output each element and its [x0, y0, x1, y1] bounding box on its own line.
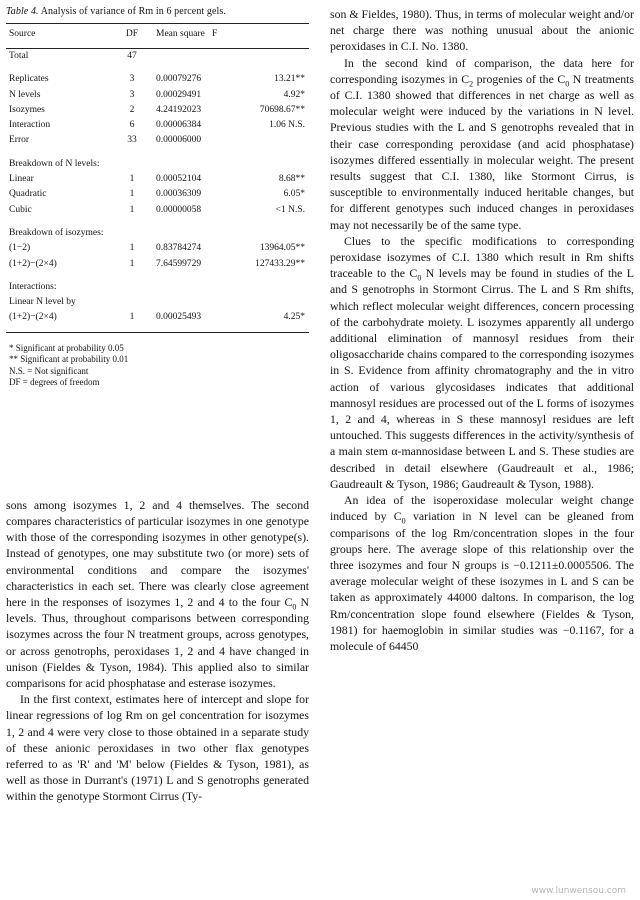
subscript: 0	[292, 602, 297, 612]
cell-source: Cubic	[9, 204, 32, 215]
cell-mean-square: 0.00006384	[156, 120, 202, 131]
footnote: N.S. = Not significant	[9, 365, 89, 376]
cell-source: Total	[9, 51, 29, 61]
text-run: progenies of the C	[473, 71, 566, 86]
footnote: DF = degrees of freedom	[9, 377, 100, 388]
text-run: sons among isozymes 1, 2 and 4 themselves. The second compares characteristics of particular isozymes in one genotype with those of the corresponding isozymes in other genotype(s). Instead of genotypes, one may substitute two (or more) sets of environmental conditions and compare the isozymes' characteristics in each set. There was clearly close agreement here in the responses of isozymes 1, 2 and 4 to the four	[6, 497, 309, 609]
row-spacer	[6, 149, 309, 157]
cell-mean-square: 0.00036309	[156, 189, 202, 200]
cell-source: (1−2)	[9, 243, 31, 254]
footnote: ** Significant at probability 0.01	[9, 354, 129, 365]
row-spacer	[6, 218, 309, 226]
cell-df: 47	[127, 51, 137, 61]
cell-mean-square: 0.00029491	[156, 89, 202, 100]
cell-f: 70698.67**	[259, 104, 305, 115]
table-label: Table 4.	[6, 6, 39, 17]
table-row	[6, 310, 309, 325]
cell-source: Interactions:	[9, 281, 57, 292]
cell-df: 1	[129, 258, 135, 269]
cell-df: 2	[129, 104, 135, 115]
subscript: 0	[417, 273, 422, 283]
cell-f: 8.68**	[278, 174, 305, 185]
cell-mean-square: 0.00052104	[156, 174, 202, 185]
cell-f: 4.92*	[283, 89, 305, 100]
cell-mean-square: 0.00006000	[156, 135, 202, 146]
row-spacer	[6, 272, 309, 280]
cell-mean-square: 0.00079276	[156, 74, 202, 85]
cell-f: <1 N.S.	[275, 204, 305, 215]
cell-source: (1+2)−(2×4)	[9, 258, 57, 269]
header-mean-square: Mean square	[156, 29, 205, 39]
right-body-text	[330, 6, 634, 654]
subscript: 2	[469, 79, 474, 89]
table-row	[6, 187, 309, 202]
text-run: N levels may be found in studies of the L and S genotrophs in Stormont Cirrus. The L and S Rm shifts, which reflect molecular weight differences, concern processing of the carbohydrate moiety. L isozymes apparently all undergo additional elimination of mannosyl residues from their oligosaccharide chains compared to the corresponding isozymes in S. Evidence from affinity chromatography and the in vitro action of various glycosidases indicates that additional mannosyl residues are processed out of the L forms of isozymes 1, 2 and 4, whereas in S these mannosyl residues are left untouched. This suggests differences in the activity/synthesis of a main stem α-mannosidase between L and S. These studies are described in detail elsewhere (Gaudreault et al., 1986; Gaudreault & Tyson, 1986; Gaudreault & Tyson, 1988).	[330, 266, 634, 491]
table-row	[6, 49, 309, 64]
row-spacer	[6, 64, 309, 72]
cell-source: Replicates	[9, 74, 49, 85]
cell-df: 6	[129, 120, 135, 131]
subscript: 0	[565, 79, 570, 89]
cell-source: Error	[9, 135, 30, 146]
table-caption	[6, 6, 309, 17]
cell-df: 1	[129, 189, 135, 200]
table-row	[6, 88, 309, 103]
text-run: An idea of the isoperoxidase molecular weight change induced by C	[330, 493, 634, 524]
table-row	[6, 226, 309, 241]
table-title: Analysis of variance of Rm in 6 percent gels.	[40, 6, 227, 17]
cell-source: Quadratic	[9, 189, 47, 200]
text-run: In the second kind of comparison, the data here for corresponding isozymes in C	[330, 55, 634, 86]
cell-source: Isozymes	[9, 104, 45, 115]
table-footnotes	[6, 343, 309, 389]
table-row	[6, 241, 309, 256]
cell-f: 13.21**	[274, 74, 305, 85]
cell-df: 1	[129, 204, 135, 215]
cell-source: Breakdown of isozymes:	[9, 227, 104, 238]
cell-df: 1	[129, 174, 135, 185]
cell-df: 3	[129, 74, 135, 85]
cell-mean-square: 0.00025493	[156, 312, 202, 323]
paragraph: son & Fieldes, 1980). Thus, in terms of molecular weight and/or net charge there was nothing unusual about the anionic peroxidases in C.I. No. 1380.	[330, 7, 634, 54]
cell-mean-square: 4.24192023	[156, 104, 202, 115]
cell-f: 127433.29**	[255, 258, 305, 269]
cell-mean-square: 0.00000058	[156, 204, 202, 215]
text-run: C	[284, 594, 293, 609]
table-rule-bottom	[6, 332, 309, 333]
cell-f: 4.25*	[283, 312, 305, 323]
cell-df: 3	[129, 89, 135, 100]
table-row	[6, 280, 309, 295]
footnote: * Significant at probability 0.05	[9, 342, 124, 353]
paragraph: In the first context, estimates here of intercept and slope for linear regressions of log Rm on gel concentration for isozymes 1, 2 and 4 were very close to those obtained in a separate study of these anionic peroxidases in two other flax genotypes referred to as 'R' and 'M' below (Fieldes & Tyson, 1981), as well as those in Durrant's (1971) L and S genotrophs generated within the genotype Stormont Cirrus (Ty-	[6, 692, 309, 804]
paragraph	[330, 55, 634, 233]
subscript: 0	[401, 516, 406, 526]
text-run: variation in N level can be gleaned from comparisons of the log Rm/concentration slopes in the four groups here. The average slope of this relationship over the three isozymes and four N groups is −0.1211±0.0005506. The average molecular weight of these isozymes in L and S can be taken as approximately 44000 daltons. In comparison, the log Rm/concentration slope found elsewhere (Fieldes & Tyson, 1981) for haemoglobin in similar studies was −0.1167, for a molecule of 64450	[330, 509, 634, 653]
cell-source: Interaction	[9, 120, 51, 131]
paragraph	[330, 233, 634, 492]
cell-mean-square: 7.64599729	[156, 258, 202, 269]
table-row	[6, 203, 309, 218]
cell-source: Linear N level by	[9, 297, 76, 308]
header-df: DF	[125, 29, 139, 39]
table-header	[6, 24, 309, 44]
cell-mean-square: 0.83784274	[156, 243, 202, 254]
cell-source: Linear	[9, 174, 34, 185]
table-row	[6, 118, 309, 133]
cell-source: (1+2)−(2×4)	[9, 312, 57, 323]
header-source: Source	[9, 29, 36, 39]
cell-df: 1	[129, 312, 135, 323]
header-f: F	[212, 29, 218, 39]
cell-df: 33	[127, 135, 137, 146]
table-row	[6, 103, 309, 118]
text-run: N treatments of C.I. 1380 showed that differences in net charge as well as molecular weight were induced by the variations in N level. Previous studies with the L and S genotrophs revealed that in their case corresponding peroxidase (and acid phosphatase) isozymes differed essentially in molecular weight. The present results suggest that C.I. 1380, like Stormont Cirrus, is susceptible to environmentally induced heritable changes, but for different genotypes such induced changes in peroxidases may not necessarily be of the same type.	[330, 71, 634, 232]
cell-df: 1	[129, 243, 135, 254]
table-row	[6, 257, 309, 272]
text-run: Clues to the specific modifications to corresponding peroxidase isozymes of C.I. 1380 which result in Rm shifts traceable to the C	[330, 233, 634, 281]
text-run: N levels. Thus, throughout comparisons between corresponding isozymes across the four N treatment groups, across genotypes, or across genotrophs, peroxidases 1, 2 and 4 have changed in unison (Fieldes & Tyson, 1984). This applied also to similar comparisons for acid phosphatase and esterase isozymes.	[6, 594, 310, 690]
left-column	[6, 0, 309, 805]
cell-source: N levels	[9, 89, 41, 100]
paragraph	[6, 497, 309, 691]
cell-source: Breakdown of N levels:	[9, 158, 100, 169]
left-body-text	[6, 497, 309, 805]
paragraph	[330, 492, 634, 654]
watermark: www.lunwensou.com	[531, 886, 626, 896]
cell-f: 13964.05**	[259, 243, 305, 254]
table-row	[6, 172, 309, 187]
table-row	[6, 72, 309, 87]
table-row	[6, 133, 309, 148]
table-row	[6, 157, 309, 172]
table-body	[6, 49, 309, 326]
cell-f: 6.05*	[283, 189, 305, 200]
table-row	[6, 295, 309, 310]
cell-f: 1.06 N.S.	[269, 120, 305, 131]
right-column	[330, 0, 634, 654]
